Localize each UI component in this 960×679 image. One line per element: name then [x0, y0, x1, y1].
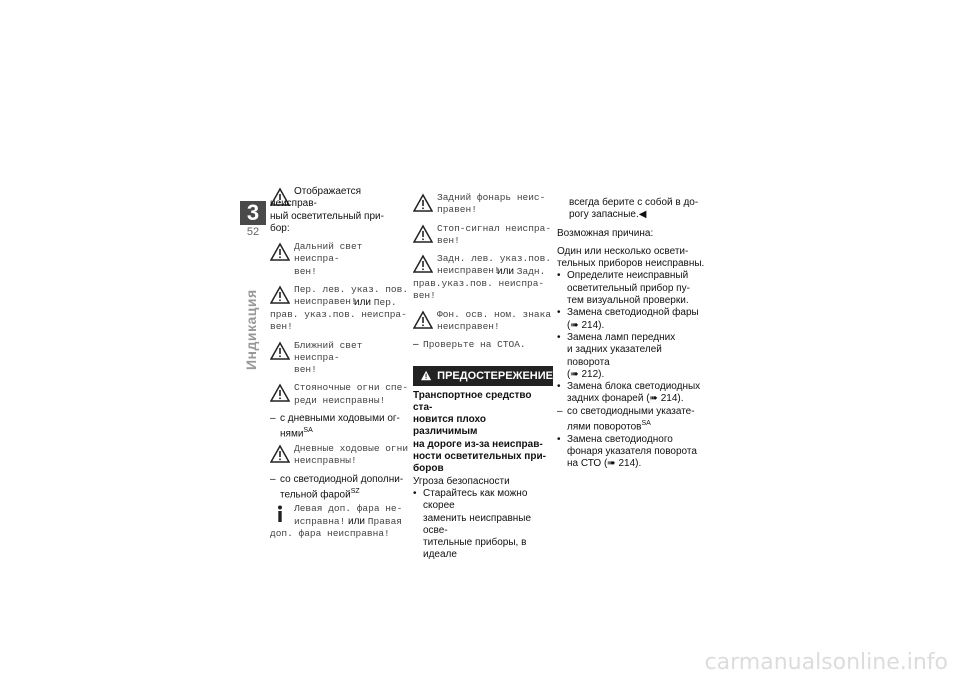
- warning-bullet: Старайтесь как можно скорее заменить неисправные осве- тительные приборы, в идеале: [423, 487, 532, 561]
- ref-214[interactable]: (➠ 214).: [567, 319, 605, 331]
- warning-triangle-icon: [270, 242, 290, 262]
- msg-parking: Стояночные огни спе- реди неисправны!: [294, 382, 409, 406]
- warning-triangle-icon: [413, 224, 433, 244]
- msg-aux-right: доп. фара неисправна!: [270, 528, 390, 540]
- warning-label: ПРЕДОСТЕРЕЖЕНИЕ: [437, 369, 553, 382]
- ref-212[interactable]: (➠ 212).: [567, 368, 605, 380]
- or-text-2: или: [348, 516, 366, 528]
- msg-aux-left: Левая доп. фара не- исправна!: [294, 503, 403, 527]
- msg-rear: Задний фонарь неис- правен!: [437, 192, 546, 216]
- dash-drl: с дневными ходовыми ог-: [280, 413, 400, 425]
- dash-aux: со светодиодной дополни-: [280, 473, 404, 485]
- warning-heading: Транспортное средство ста- новится плохо различимым на дороге из-за неисправ- ности осветительных при- боров: [413, 389, 546, 475]
- sup-sa-2: SA: [641, 420, 651, 428]
- intro-text: Отображается неисправ- ный осветительный при- бор:: [270, 186, 384, 234]
- chapter-number: 3: [240, 201, 266, 225]
- msg-rear-turn-right: прав.указ.пов. неиспра- вен!: [413, 278, 545, 302]
- bullet-led-headlight: Замена светодиодной фары: [567, 307, 699, 319]
- msg-brake: Стоп-сигнал неиспра- вен!: [437, 222, 552, 246]
- warning-triangle-icon: [270, 285, 290, 305]
- warning-triangle-icon: [270, 341, 290, 361]
- cause-label: Возможная причина:: [557, 227, 654, 239]
- watermark: carmanualsonline.info: [704, 650, 948, 675]
- page-number: 52: [246, 226, 260, 238]
- msg-low-beam: Ближний свет неиспра- вен!: [294, 339, 363, 376]
- column-2: Задний фонарь неис- правен! Стоп-сигнал неиспра- вен! Задн. лев. указ.пов. неисправен! или Задн. прав.указ.пов. неиспра- вен! Фон. осв. ном. знака неисправен! – Проверьте на СТОА. ПРЕДОСТЕРЕЖЕНИЕ Транспортное средство ста- новится плохо различимым на дороге из-за неисправ- ности осветительных при- боров Угроза безопасности • Старайтесь как можно скорее заменить неисправные осве- тительные приборы, в идеале: [413, 192, 553, 561]
- dash-led-turn: со светодиодными указате-: [567, 405, 695, 417]
- bullet-led-turn-signal: Замена светодиодного фонаря указателя поворота на СТО (➠ 214).: [567, 433, 697, 470]
- msg-plate: Фон. осв. ном. знака неисправен!: [437, 308, 552, 332]
- or-text: или: [354, 296, 372, 308]
- bullet-bulbs: Замена ламп передних и задних указателей поворота: [567, 331, 676, 368]
- dash-check: Проверьте на СТОА.: [423, 339, 526, 351]
- or-text-3: или: [497, 265, 515, 277]
- msg-rear-turn-right-start: Задн.: [516, 265, 546, 277]
- warning-bar: [413, 366, 553, 386]
- dash-drl-cont: нями: [280, 428, 304, 440]
- dash-led-turn-cont: лями поворотов: [567, 421, 642, 433]
- msg-front-turn-left: Пер. лев. указ. пов. неисправен!: [294, 284, 409, 308]
- sup-sz: SZ: [350, 487, 360, 495]
- warning-danger: Угроза безопасности: [413, 475, 510, 487]
- msg-drl: Дневные ходовые огни неисправны!: [294, 442, 409, 467]
- warning-triangle-icon: [421, 369, 431, 382]
- section-title: Индикация: [243, 289, 259, 370]
- msg-high-beam: Дальний свет неиспра- вен!: [294, 241, 363, 277]
- info-icon: [270, 504, 290, 524]
- warning-triangle-icon: [413, 310, 433, 330]
- warning-triangle-icon: [413, 254, 433, 274]
- msg-rear-turn-left: Задн. лев. указ.пов. неисправен!: [437, 253, 552, 277]
- warning-continuation: всегда берите с собой в до- рогу запасные.: [569, 197, 699, 221]
- sup-sa: SA: [303, 427, 313, 435]
- cause-text: Один или несколько освети- тельных приборов неисправны.: [557, 245, 705, 270]
- column-1: Отображается неисправ- ный осветительный при- бор: Дальний свет неиспра- вен! Пер. лев. указ. пов. неисправен! или Пер. прав. указ.пов. неиспра- вен! Ближний свет неиспра- вен! Стояночные огни спе- реди неисправны! – с дневными ходовыми ог- нями$^{SA}$ Дневные ходовые огни неисправны! – со светодиодной дополни- тельной фарой$^{SZ}$ Левая доп. фара не- исправна! или Правая доп. фара неисправна!: [270, 186, 409, 540]
- dash-aux-cont: тельной фарой: [280, 489, 351, 501]
- msg-front-turn-right-start: Пер.: [373, 296, 397, 308]
- warning-triangle-icon: [413, 193, 433, 213]
- end-mark: ◀: [638, 209, 647, 221]
- column-3: всегда берите с собой в до- рогу запасные.◀ Возможная причина: Один или несколько освети- тельных приборов неисправны. • Определите неисправный осветительный прибор пу- тем визуальной проверки. • Замена светодиодной фары (➠ 214). • Замена ламп передних и задних указателей поворота (➠ 212). • Замена блока светодиодных задних фонарей (➠ 214). – со светодиодными указате- лями поворотов$^{SA}$ • Замена светодиодного фонаря указателя поворота на СТО (➠ 214).: [557, 197, 707, 471]
- bullet-led-rear: Замена блока светодиодных задних фонарей (➠ 214).: [567, 381, 701, 405]
- bullet-inspect: Определите неисправный осветительный прибор пу- тем визуальной проверки.: [567, 270, 690, 307]
- warning-triangle-icon: [270, 383, 290, 403]
- msg-front-turn-right: прав. указ.пов. неиспра- вен!: [270, 308, 407, 333]
- warning-triangle-icon: [270, 444, 290, 464]
- msg-aux-right-start: Правая: [367, 516, 403, 528]
